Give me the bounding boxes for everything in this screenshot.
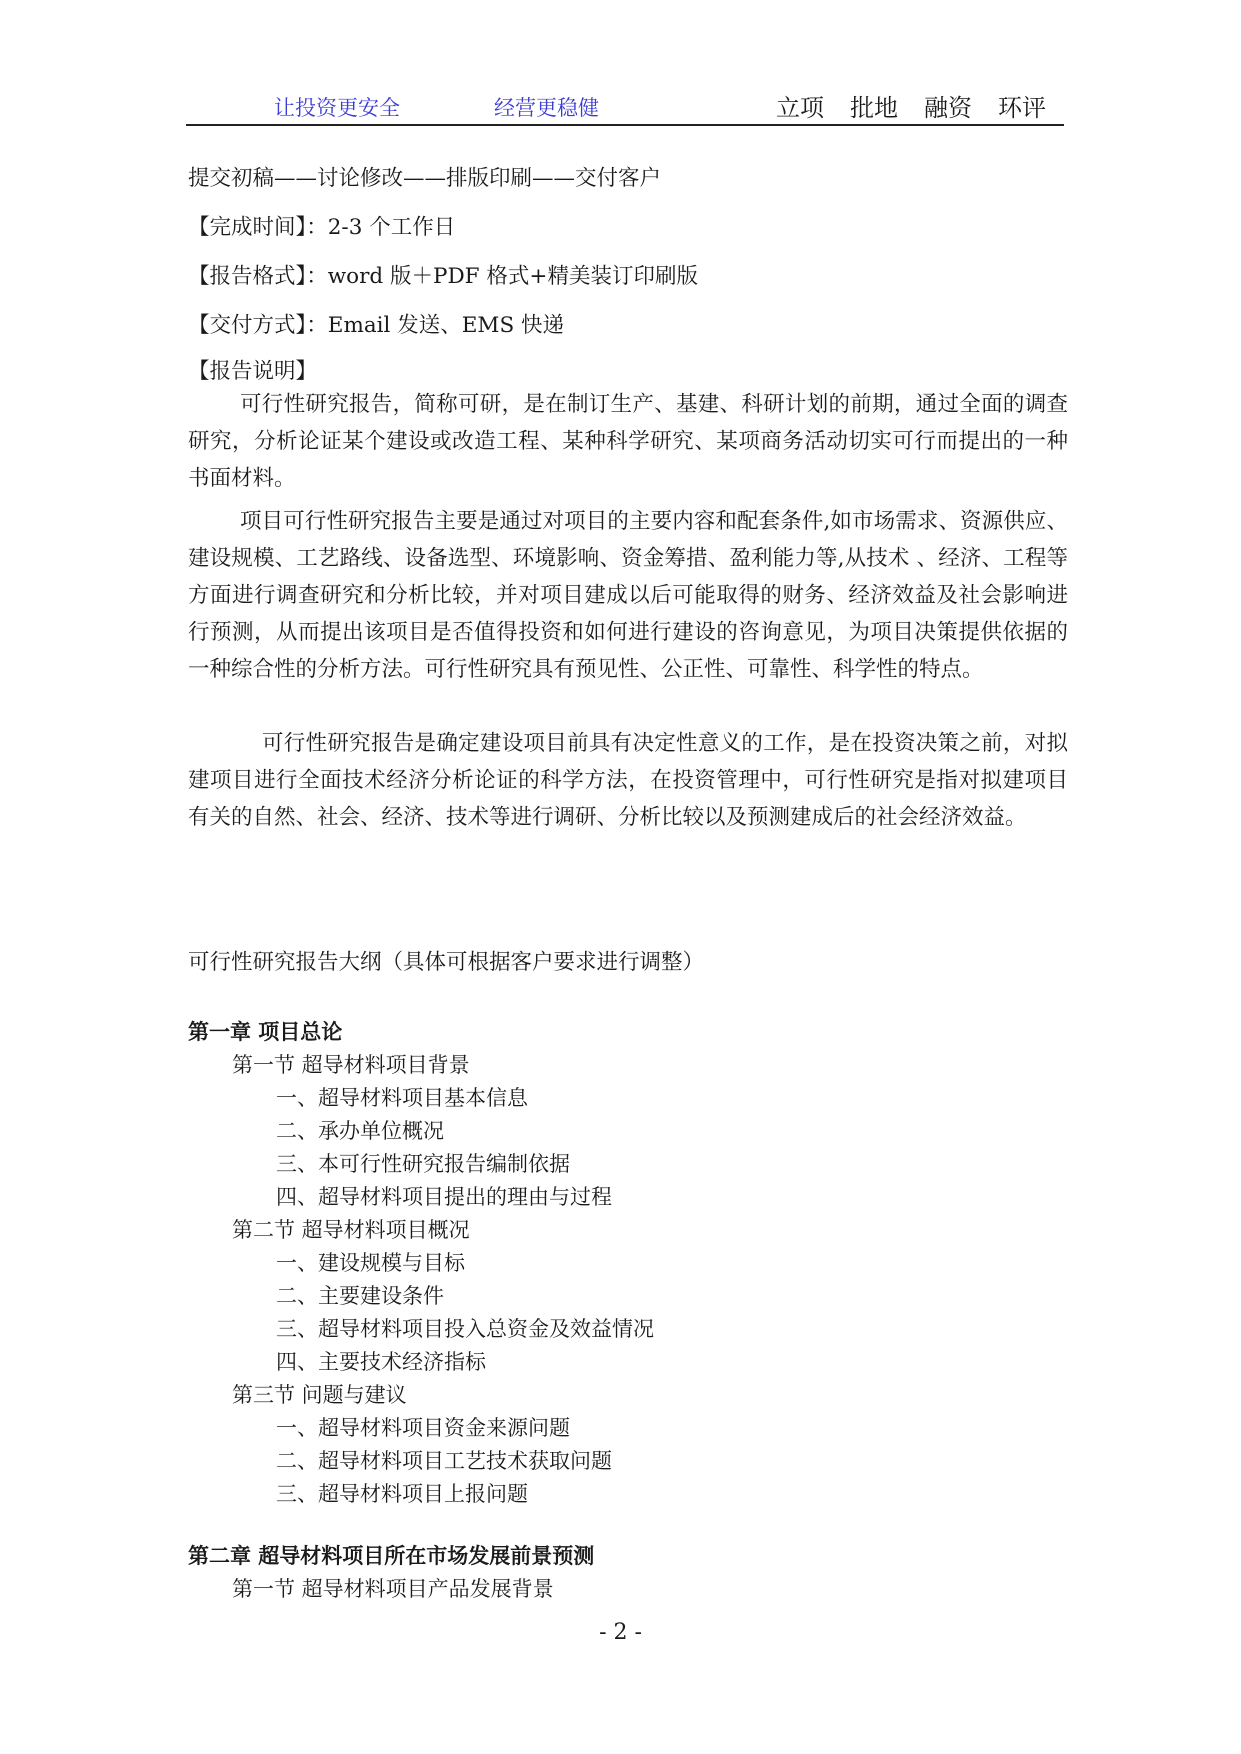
toc-item: 四、主要技术经济指标 bbox=[276, 1350, 486, 1374]
intro-paragraph: 项目可行性研究报告主要是通过对项目的主要内容和配套条件,如市场需求、资源供应、建设规模、工艺路线、设备选型、环境影响、资金筹措、盈利能力等,从技术 、经济、工程等方面进行调查研究和分析比较，并对项目建成以后可能取得的财务、经济效益及社会影响进行预测，从而提出该项目是否值得投资和如何进行建设的咨询意见，为项目决策提供依据的一种综合性的分析方法。可行性研究具有预见性、公正性、可靠性、科学性的特点。 bbox=[188, 509, 1068, 682]
intro-paragraph: 可行性研究报告，简称可研，是在制订生产、基建、科研计划的前期，通过全面的调查研究，分析论证某个建设或改造工程、某种科学研究、某项商务活动切实可行而提出的一种书面材料。 bbox=[188, 392, 1068, 491]
delivery-method: 【交付方式】：Email 发送、EMS 快递 bbox=[188, 313, 565, 338]
toc-item: 一、建设规模与目标 bbox=[276, 1251, 465, 1275]
toc-chapter: 第二章 超导材料项目所在市场发展前景预测 bbox=[188, 1544, 595, 1568]
toc-section: 第三节 问题与建议 bbox=[232, 1383, 407, 1407]
toc-item: 三、超导材料项目上报问题 bbox=[276, 1482, 528, 1506]
intro-paragraph: 可行性研究报告是确定建设项目前具有决定性意义的工作，是在投资决策之前，对拟建项目进行全面技术经济分析论证的科学方法，在投资管理中，可行性研究是指对拟建项目有关的自然、社会、经济、技术等进行调研、分析比较以及预测建成后的社会经济效益。 bbox=[188, 731, 1068, 830]
toc-section: 第一节 超导材料项目背景 bbox=[232, 1053, 470, 1077]
process-line: 提交初稿——讨论修改——排版印刷——交付客户 bbox=[188, 166, 662, 191]
header-nav-item: 立项 bbox=[776, 94, 824, 122]
completion-time: 【完成时间】：2-3 个工作日 bbox=[188, 215, 456, 240]
toc-item: 一、超导材料项目资金来源问题 bbox=[276, 1416, 570, 1440]
page-header bbox=[186, 86, 1064, 126]
header-nav bbox=[776, 88, 1046, 123]
toc-item: 二、主要建设条件 bbox=[276, 1284, 444, 1308]
header-slogan-mid: 经营更稳健 bbox=[494, 96, 599, 120]
toc-item: 一、超导材料项目基本信息 bbox=[276, 1086, 528, 1110]
header-nav-item: 批地 bbox=[850, 94, 898, 122]
page-number: - 2 - bbox=[599, 1620, 642, 1645]
toc-item: 三、本可行性研究报告编制依据 bbox=[276, 1152, 570, 1176]
header-slogan-left: 让投资更安全 bbox=[274, 96, 400, 120]
toc-chapter: 第一章 项目总论 bbox=[188, 1020, 343, 1044]
toc-item: 三、超导材料项目投入总资金及效益情况 bbox=[276, 1317, 654, 1341]
toc-item: 二、超导材料项目工艺技术获取问题 bbox=[276, 1449, 612, 1473]
report-format: 【报告格式】：word 版＋PDF 格式+精美装订印刷版 bbox=[188, 264, 698, 289]
toc-section: 第一节 超导材料项目产品发展背景 bbox=[232, 1577, 554, 1601]
outline-title: 可行性研究报告大纲（具体可根据客户要求进行调整） bbox=[188, 950, 705, 975]
header-nav-item: 环评 bbox=[998, 94, 1046, 122]
report-description-label: 【报告说明】 bbox=[188, 359, 318, 384]
toc-section: 第二节 超导材料项目概况 bbox=[232, 1218, 470, 1242]
header-nav-item: 融资 bbox=[924, 94, 972, 122]
toc-item: 四、超导材料项目提出的理由与过程 bbox=[276, 1185, 612, 1209]
toc-item: 二、承办单位概况 bbox=[276, 1119, 444, 1143]
